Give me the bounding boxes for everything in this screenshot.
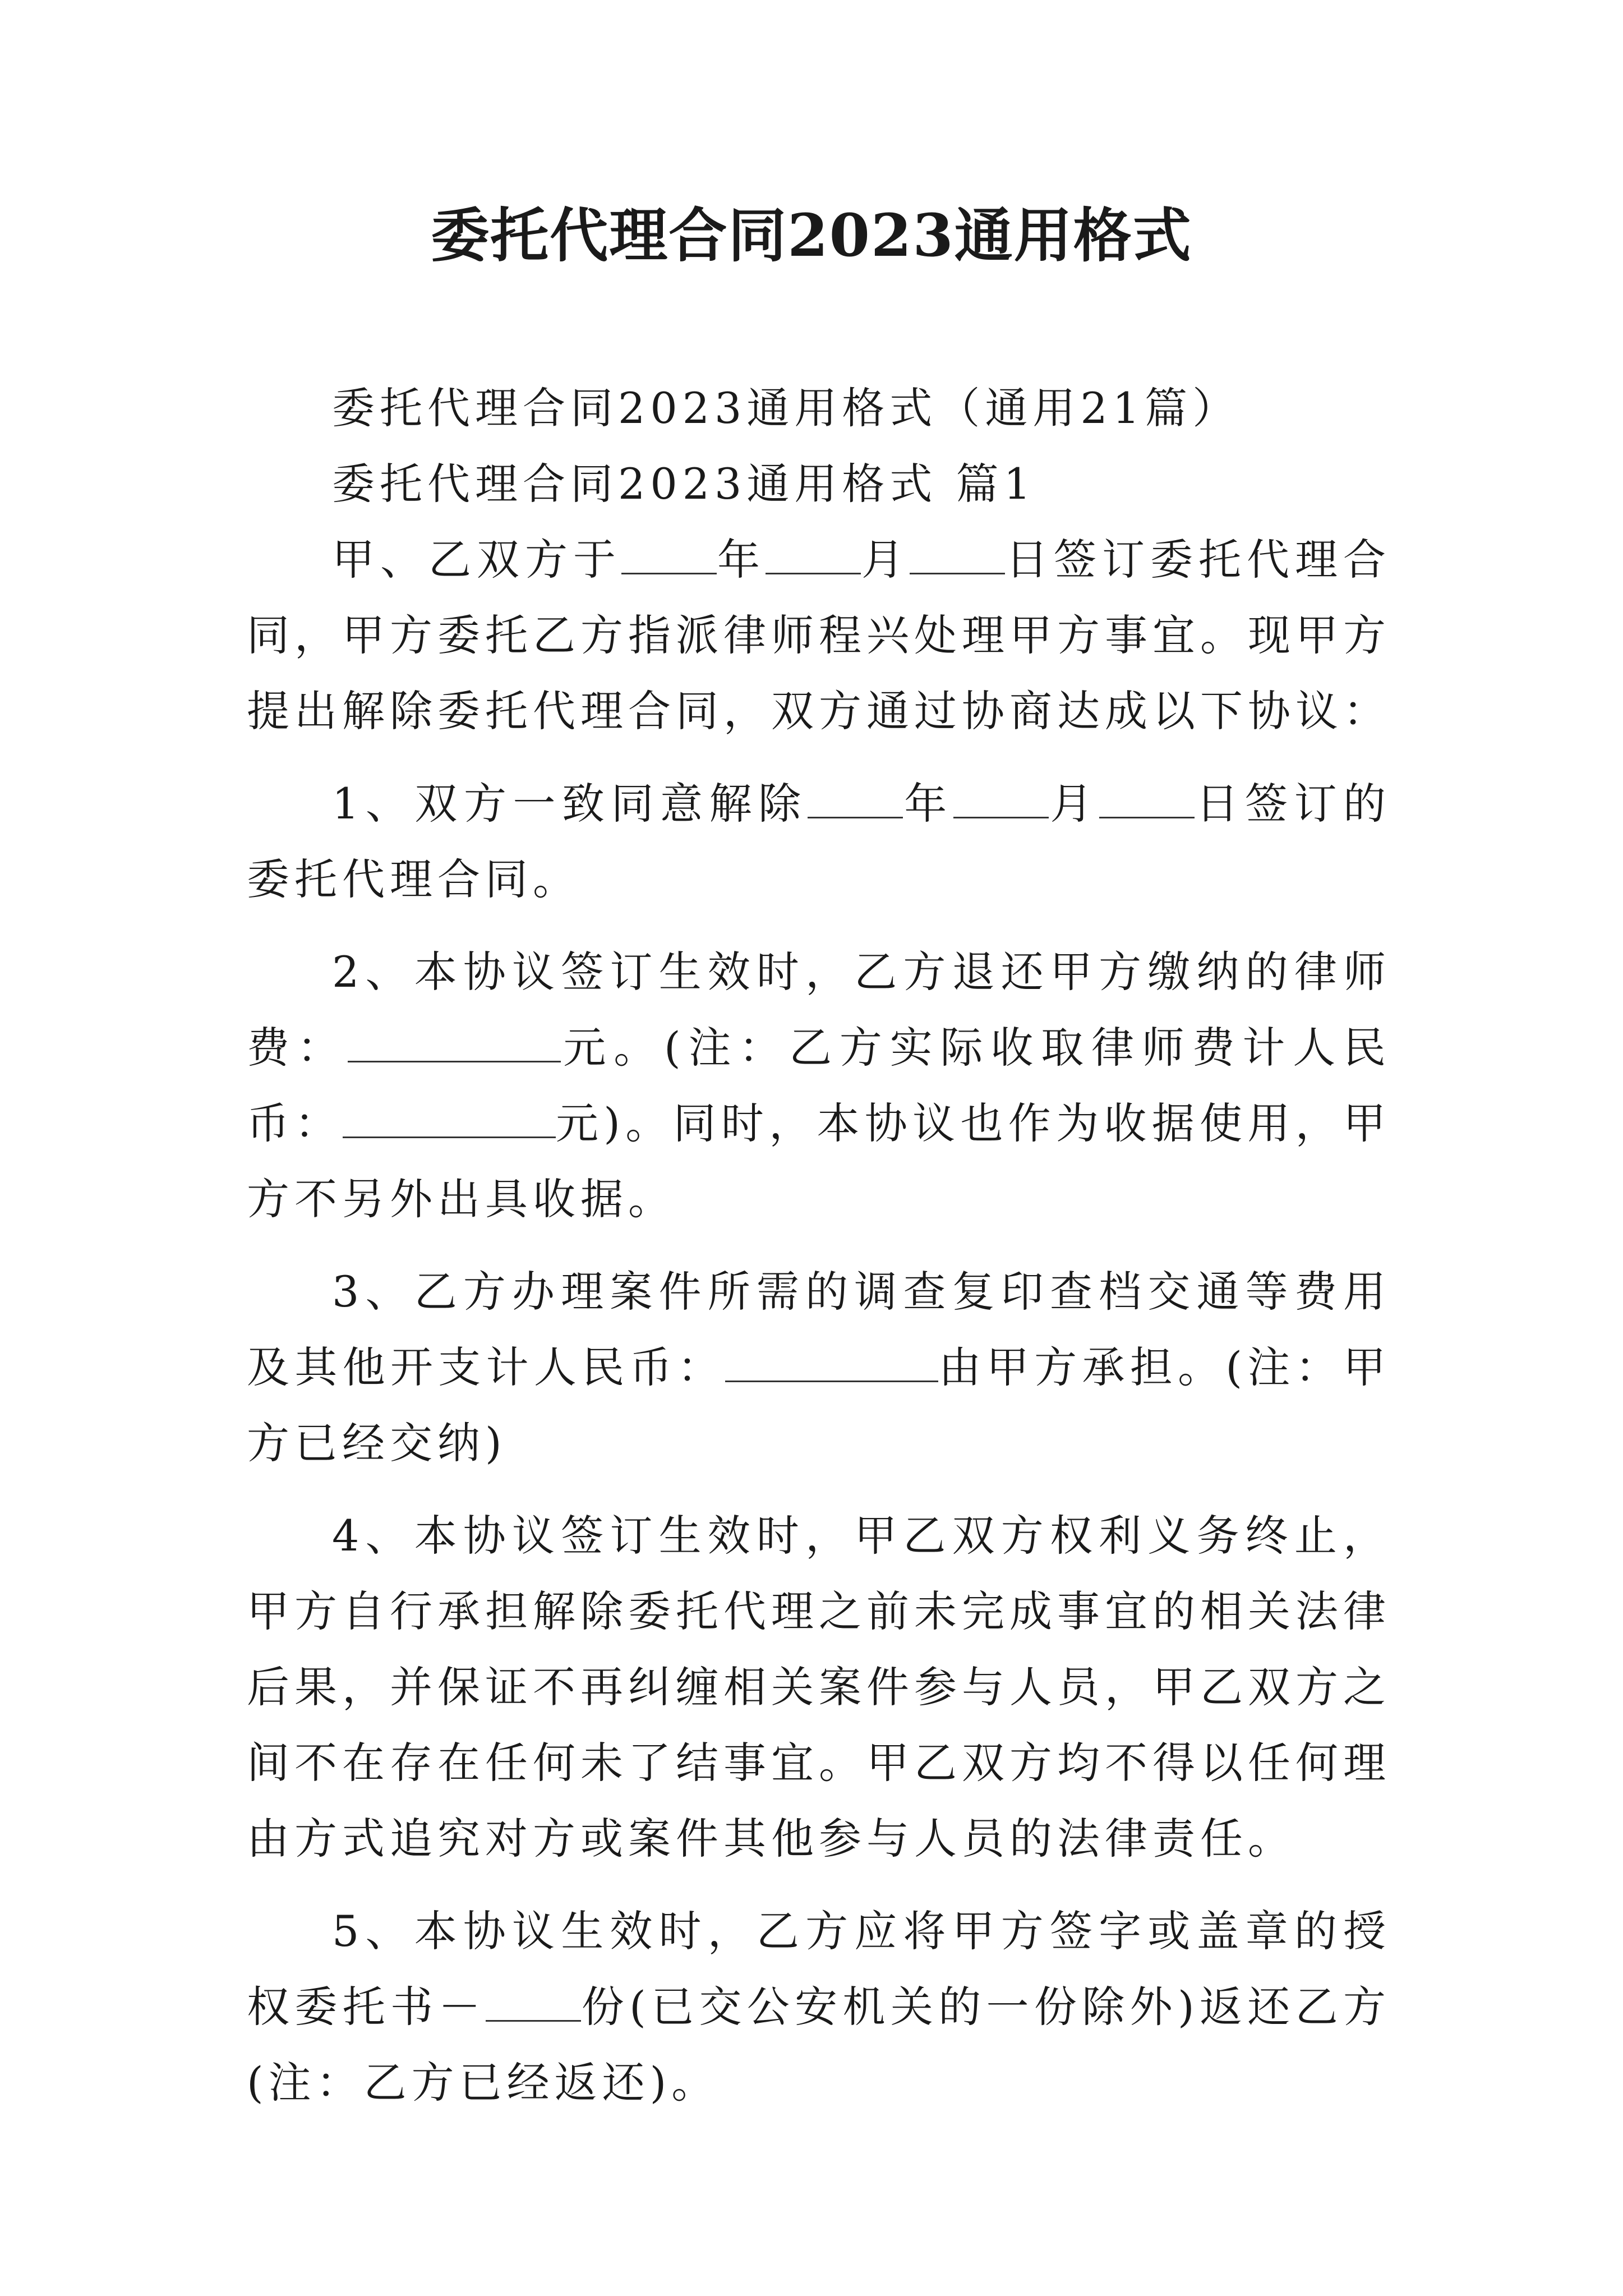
document-subtitle: 委托代理合同2023通用格式（通用21篇）	[332, 383, 1241, 433]
intro-month: 月	[861, 535, 910, 585]
clause-1	[247, 766, 1391, 917]
clause-5-tail: 份(已交公安机关的一份除外)返还乙方(注：乙方已经返还)。	[247, 1982, 1391, 2108]
blank-line	[808, 776, 903, 818]
intro-lead: 甲、乙双方于	[332, 535, 621, 585]
clause-3	[247, 1254, 1391, 1481]
intro-paragraph	[247, 522, 1391, 749]
document-body	[247, 370, 1391, 2120]
intro-year: 年	[717, 535, 766, 585]
blank-line	[621, 532, 717, 574]
clause-2-mid: 元。(注：乙方实际收取律师费计人民币：	[247, 1023, 1391, 1148]
document-title: 委托代理合同2023通用格式	[431, 201, 1192, 270]
blank-line	[953, 776, 1049, 818]
intro-tail: 日签订委托代理合同，甲方委托乙方指派律师程兴处理甲方事宜。现甲方提出解除委托代理合同，双方通过协商达成以下协议：	[247, 535, 1391, 736]
clause-2-tail: 元)。同时，本协议也作为收据使用，甲方不另外出具收据。	[247, 1098, 1391, 1224]
clause-1-year: 年	[902, 779, 953, 829]
clause-1-tail: 日签订的委托代理合同。	[247, 779, 1391, 904]
clause-3-tail: 由甲方承担。(注：甲方已经交纳)	[247, 1342, 1391, 1468]
clause-5	[247, 1893, 1391, 2120]
clause-1-month: 月	[1048, 779, 1099, 829]
section-heading: 委托代理合同2023通用格式 篇1	[332, 459, 1036, 509]
blank-line	[343, 1096, 556, 1138]
blank-line	[486, 1980, 581, 2022]
blank-line	[910, 532, 1005, 574]
clause-2	[247, 934, 1391, 1237]
blank-line	[348, 1020, 561, 1062]
blank-line	[1099, 776, 1195, 818]
clause-4: 4、本协议签订生效时，甲乙双方权利义务终止，甲方自行承担解除委托代理之前未完成事宜的相关法律后果，并保证不再纠缠相关案件参与人员，甲乙双方之间不在存在任何未了结事宜。甲乙双方均不得以任何理由方式追究对方或案件其他参与人员的法律责任。	[247, 1511, 1391, 1864]
clause-2-lead: 2、本协议签订生效时，乙方退还甲方缴纳的律师费：	[247, 947, 1391, 1073]
clause-1-lead: 1、双方一致同意解除	[332, 779, 808, 829]
blank-line	[725, 1340, 938, 1382]
blank-line	[766, 532, 861, 574]
clause-5-lead: 5、本协议生效时，乙方应将甲方签字或盖章的授权委托书－	[247, 1906, 1391, 2032]
clause-3-lead: 3、乙方办理案件所需的调查复印查档交通等费用及其他开支计人民币：	[247, 1267, 1391, 1392]
